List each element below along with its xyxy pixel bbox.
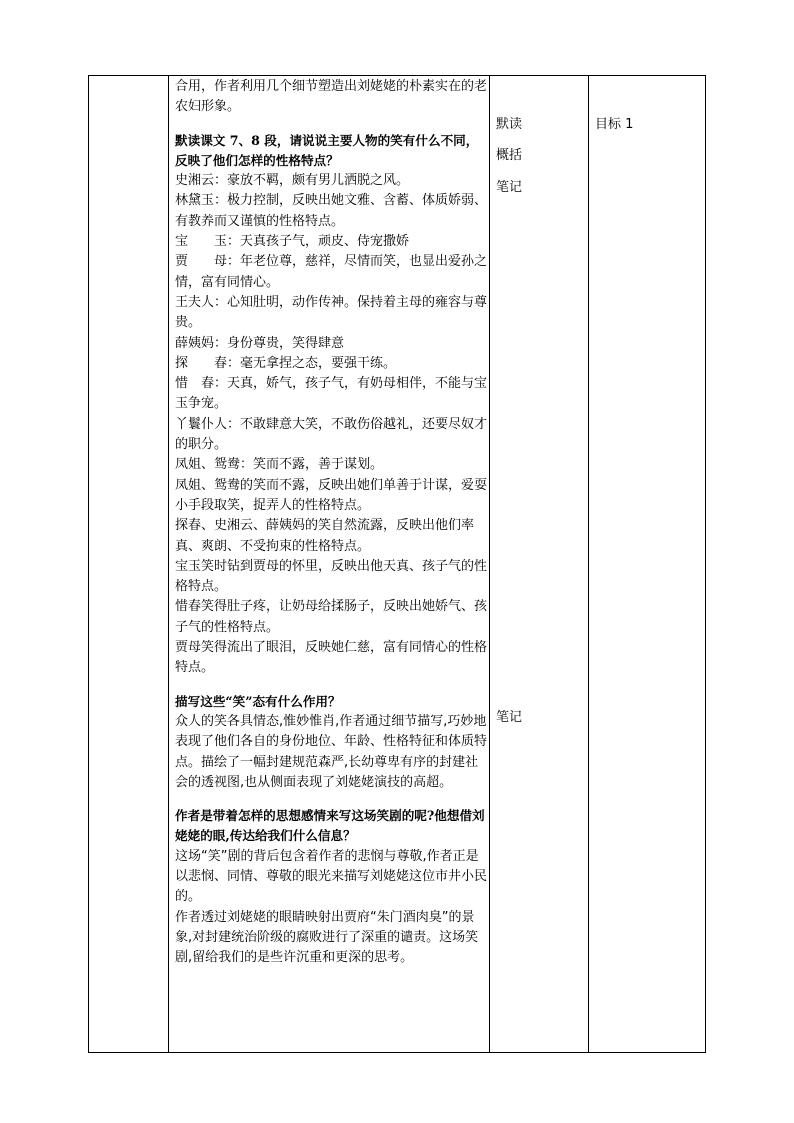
spacer	[175, 793, 487, 806]
character-line: 史湘云：豪放不羁，颇有男儿洒脱之风。	[175, 173, 410, 189]
character-line: 凤姐、鸳鸯：笑而不露，善于谋划。	[175, 457, 384, 473]
answer-3-paragraph: 作者透过刘姥姥的眼睛映射出贾府“朱门酒肉臭”的景象,对封建统治阶级的腐败进行了深重的谴责。这场笑剧,留给我们的是些许沉重和更深的思考。	[175, 909, 479, 966]
method-notes: 笔记	[496, 180, 523, 195]
character-line: 贾母笑得流出了眼泪，反映她仁慈，富有同情心的性格特点。	[175, 640, 488, 676]
lesson-content	[175, 77, 487, 968]
question-1: 默读课文 7、8 段，请说说主要人物的笑有什么不同，反映了他们怎样的性格特点？	[175, 132, 479, 168]
answer-2: 众人的笑各具情态,惟妙惟肖,作者通过细节描写,巧妙地表现了他们各自的身份地位、年龄、性格特征和体质特点。描绘了一幅封建规范森严,长幼尊卑有序的封建社会的透视图,也从侧面表现了刘姥姥演技的高超。	[175, 713, 488, 790]
question-2: 描写这些“笑”态有什么作用？	[175, 693, 341, 709]
question-3: 作者是带着怎样的思想感情来写这场笑剧的呢?他想借刘姥姥的眼,传达给我们什么信息？	[175, 808, 485, 844]
character-line: 薛姨妈：身份尊贵，笑得肆意	[175, 335, 345, 351]
column-divider	[168, 76, 169, 1052]
character-line: 丫鬟仆人：不敢肆意大笑，不敢伤俗越礼，还要尽奴才的职分。	[175, 416, 488, 453]
character-line: 惜春笑得肚子疼，让奶母给揉肠子，反映出她娇气、孩子气的性格特点。	[175, 599, 488, 635]
spacer	[175, 118, 487, 131]
character-line: 凤姐、鸳鸯的笑而不露，反映出她们单善于计谋，爱耍小手段取笑，捉弄人的性格特点。	[175, 477, 488, 513]
intro-text: 合用，作者利用几个细节塑造出刘姥姥的朴素实在的老农妇形象。	[175, 79, 488, 115]
character-line: 林黛玉：极力控制，反映出她文雅、含蓄、体质娇弱、有教养而又谨慎的性格特点。	[175, 193, 488, 229]
spacer	[175, 679, 487, 692]
column-divider	[489, 76, 490, 1052]
method-silent-reading: 默读	[496, 117, 523, 132]
column-divider	[588, 76, 589, 1052]
character-line: 探春、史湘云、薛姨妈的笑自然流露，反映出他们率真、爽朗、不受拘束的性格特点。	[175, 518, 475, 554]
character-line: 宝 玉：天真孩子气，顽皮、侍宠撒娇	[175, 234, 410, 250]
character-line: 王夫人：心知肚明，动作传神。保持着主母的雍容与尊贵。	[175, 294, 488, 331]
method-notes-2: 笔记	[496, 710, 523, 725]
answer-3-paragraph: 这场“笑”剧的背后包含着作者的悲悯与尊敬,作者正是以悲悯、同情、尊敬的眼光来描写刘姥姥这位市井小民的。	[175, 848, 488, 905]
character-line: 惜 春：天真，娇气，孩子气，有奶母相伴，不能与宝玉争宠。	[175, 376, 488, 412]
character-line: 宝玉笑时钻到贾母的怀里，反映出他天真、孩子气的性格特点。	[175, 558, 488, 595]
character-line: 探 春：毫无拿捏之态，要强干练。	[175, 355, 397, 371]
goal-label: 目标 1	[595, 117, 634, 132]
lesson-table	[88, 75, 706, 1053]
character-line: 贾 母：年老位尊，慈祥，尽情而笑，也显出爱孙之情，富有同情心。	[175, 254, 488, 290]
method-summarize: 概括	[496, 148, 523, 163]
